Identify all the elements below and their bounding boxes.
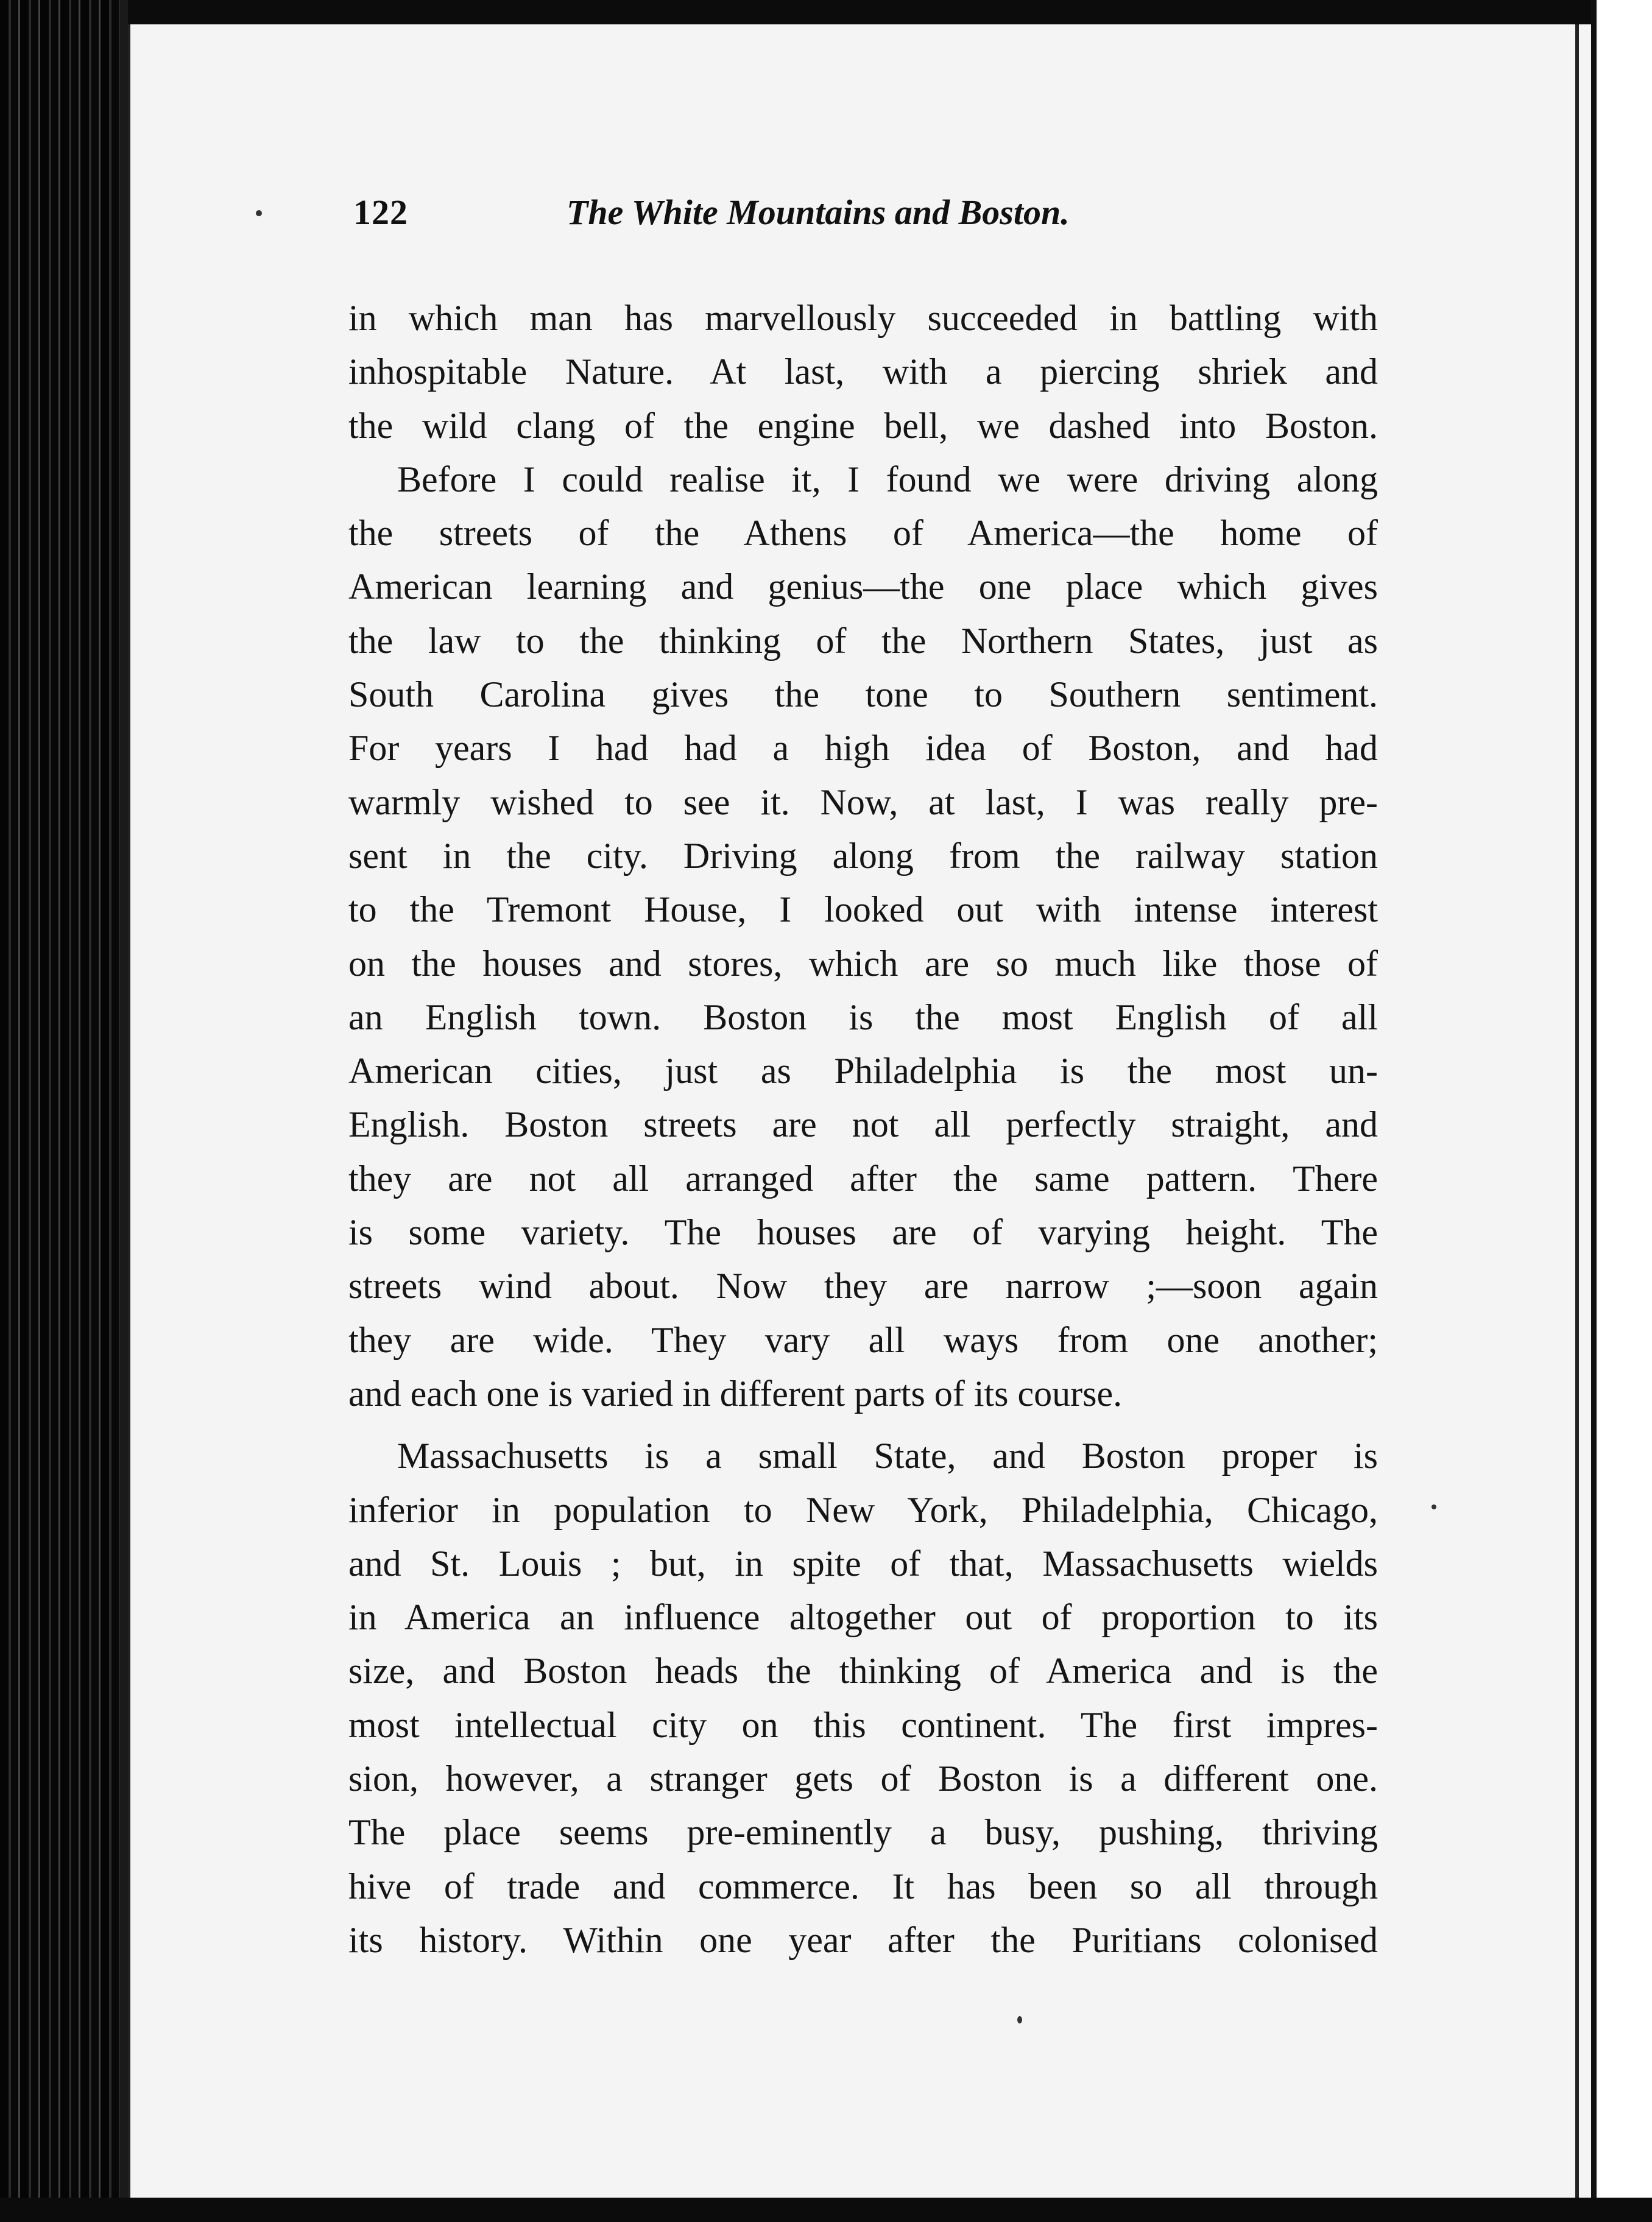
text-line: to the Tremont House, I looked out with intense interest [348, 889, 1378, 930]
text-line: they are not all arranged after the same pattern. There [348, 1158, 1378, 1199]
text-line: its history. Within one year after the Puritians colonised [348, 1919, 1378, 1960]
scan-speck [1017, 2016, 1022, 2023]
paragraph [348, 1429, 1378, 1967]
text-line: South Carolina gives the tone to Southern sentiment. [348, 674, 1378, 715]
scan-speck [256, 210, 262, 216]
text-line: sent in the city. Driving along from the railway station [348, 835, 1378, 876]
text-line: they are wide. They vary all ways from one another; [348, 1319, 1378, 1360]
page-number: 122 [353, 192, 408, 232]
scan-speck [1431, 1504, 1436, 1509]
page-header [353, 192, 1182, 247]
text-line: inferior in population to New York, Philadelphia, Chicago, [348, 1489, 1378, 1530]
book-spine-edge [0, 0, 128, 2222]
text-line: The place seems pre-eminently a busy, pushing, thriving [348, 1812, 1378, 1853]
text-line: English. Boston streets are not all perfectly straight, and [348, 1104, 1378, 1145]
text-line: hive of trade and commerce. It has been so all through [348, 1866, 1378, 1906]
body-text [348, 291, 1378, 1967]
text-line: Before I could realise it, I found we were driving along [397, 459, 1378, 499]
paragraph [348, 291, 1378, 453]
scan-border-top [0, 0, 1652, 24]
text-line: and each one is varied in different parts of its course. [348, 1373, 1123, 1414]
text-line: size, and Boston heads the thinking of America and is the [348, 1651, 1378, 1691]
text-line: the streets of the Athens of America—the home of [348, 513, 1378, 554]
text-line: the wild clang of the engine bell, we dashed into Boston. [348, 405, 1378, 446]
scan-border-right [1591, 0, 1652, 2222]
scan-border-bottom [0, 2198, 1652, 2222]
text-line: American cities, just as Philadelphia is the most un- [348, 1051, 1378, 1092]
text-line: an English town. Boston is the most English of all [348, 996, 1378, 1037]
text-line: sion, however, a stranger gets of Boston is a different one. [348, 1758, 1378, 1799]
page-right-edge [1575, 24, 1579, 2198]
text-line: inhospitable Nature. At last, with a piercing shriek and [348, 351, 1378, 392]
text-line: warmly wished to see it. Now, at last, I was really pre- [348, 781, 1378, 822]
spine-shadow [119, 0, 128, 2222]
text-line: and St. Louis ; but, in spite of that, Massachusetts wields [348, 1543, 1378, 1584]
text-line: For years I had had a high idea of Boston, and had [348, 728, 1378, 769]
text-line: the law to the thinking of the Northern States, just as [348, 620, 1378, 661]
text-line: American learning and genius—the one place which gives [348, 566, 1378, 607]
text-line: in America an influence altogether out of proportion to its [348, 1597, 1378, 1638]
text-line: Massachusetts is a small State, and Boston proper is [397, 1436, 1378, 1476]
text-line: on the houses and stores, which are so much like those of [348, 943, 1378, 984]
paragraph-gap [348, 1420, 1378, 1429]
paragraph [348, 453, 1378, 1420]
running-title: The White Mountains and Boston. [567, 192, 1070, 232]
text-line: is some variety. The houses are of varying height. The [348, 1212, 1378, 1253]
text-line: streets wind about. Now they are narrow ;—soon again [348, 1266, 1378, 1307]
text-line: most intellectual city on this continent. The first impres- [348, 1704, 1378, 1745]
text-line: in which man has marvellously succeeded in battling with [348, 298, 1378, 338]
